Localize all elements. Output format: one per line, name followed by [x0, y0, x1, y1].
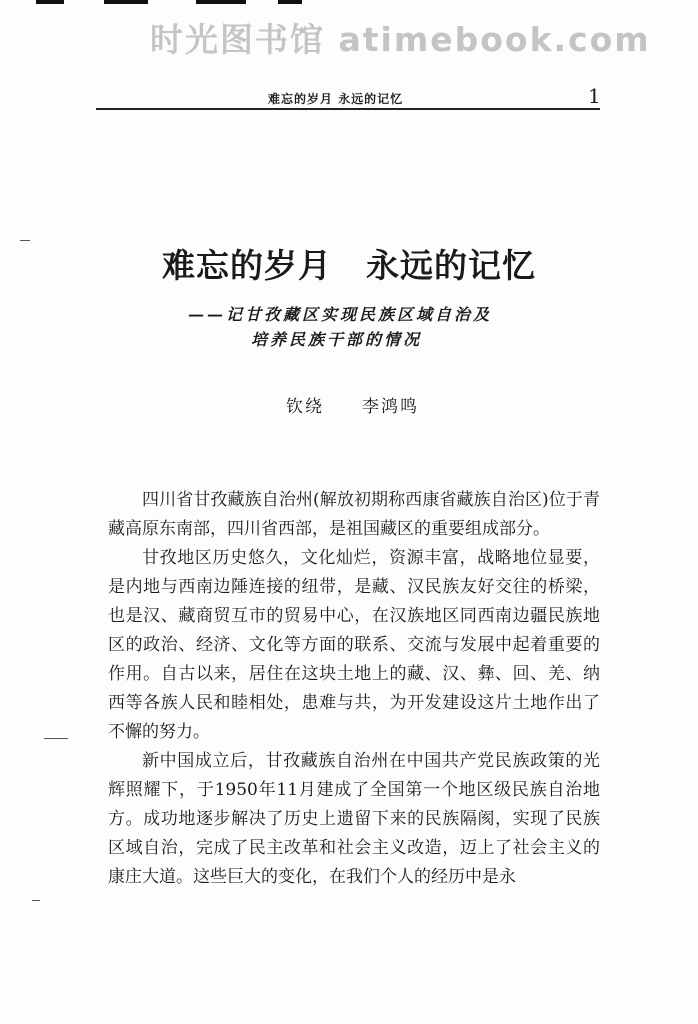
- watermark: 时光图书馆 atimebook.com: [150, 20, 651, 59]
- body-paragraph: 甘孜地区历史悠久，文化灿烂，资源丰富，战略地位显要，是内地与西南边陲连接的纽带，是藏、汉民族友好交往的桥梁，也是汉、藏商贸互市的贸易中心，在汉族地区同西南边疆民族地区的政治、经济、文化等方面的联系、交流与发展中起着重要的作用。自古以来，居住在这块土地上的藏、汉、彝、回、羌、纳西等各族人民和睦相处，患难与共，为开发建设这片土地作出了不懈的努力。: [108, 548, 600, 742]
- body-paragraph: 新中国成立后，甘孜藏族自治州在中国共产党民族政策的光辉照耀下，于1950年11月建成了全国第一个地区级民族自治地方。成功地逐步解决了历史上遗留下来的民族隔阂，实现了民族区域自治，完成了民主改革和社会主义改造，迈上了社会主义的康庄大道。这些巨大的变化，在我们个人的经历中是永: [108, 751, 600, 887]
- scan-mark: [196, 0, 246, 4]
- article-subtitle-line-1: ——记甘孜藏区实现民族区域自治及: [188, 305, 493, 324]
- header-rule: [96, 108, 600, 110]
- scan-speck: [44, 738, 68, 739]
- page-number: 1: [588, 84, 601, 108]
- body-paragraph: 四川省甘孜藏族自治州(解放初期称西康省藏族自治区)位于青藏高原东南部，四川省西部，是祖国藏区的重要组成部分。: [108, 490, 600, 539]
- scan-mark: [36, 0, 64, 4]
- scan-mark: [104, 0, 148, 4]
- article-title: 难忘的岁月 永远的记忆: [162, 246, 536, 285]
- article-subtitle-line-2: 培养民族干部的情况: [251, 330, 423, 349]
- scan-speck: [32, 900, 40, 901]
- scan-mark: [278, 0, 302, 4]
- article-authors: 钦绕 李鸿鸣: [286, 397, 419, 417]
- article-body: [108, 486, 600, 892]
- running-head: 难忘的岁月 永远的记忆: [268, 92, 404, 106]
